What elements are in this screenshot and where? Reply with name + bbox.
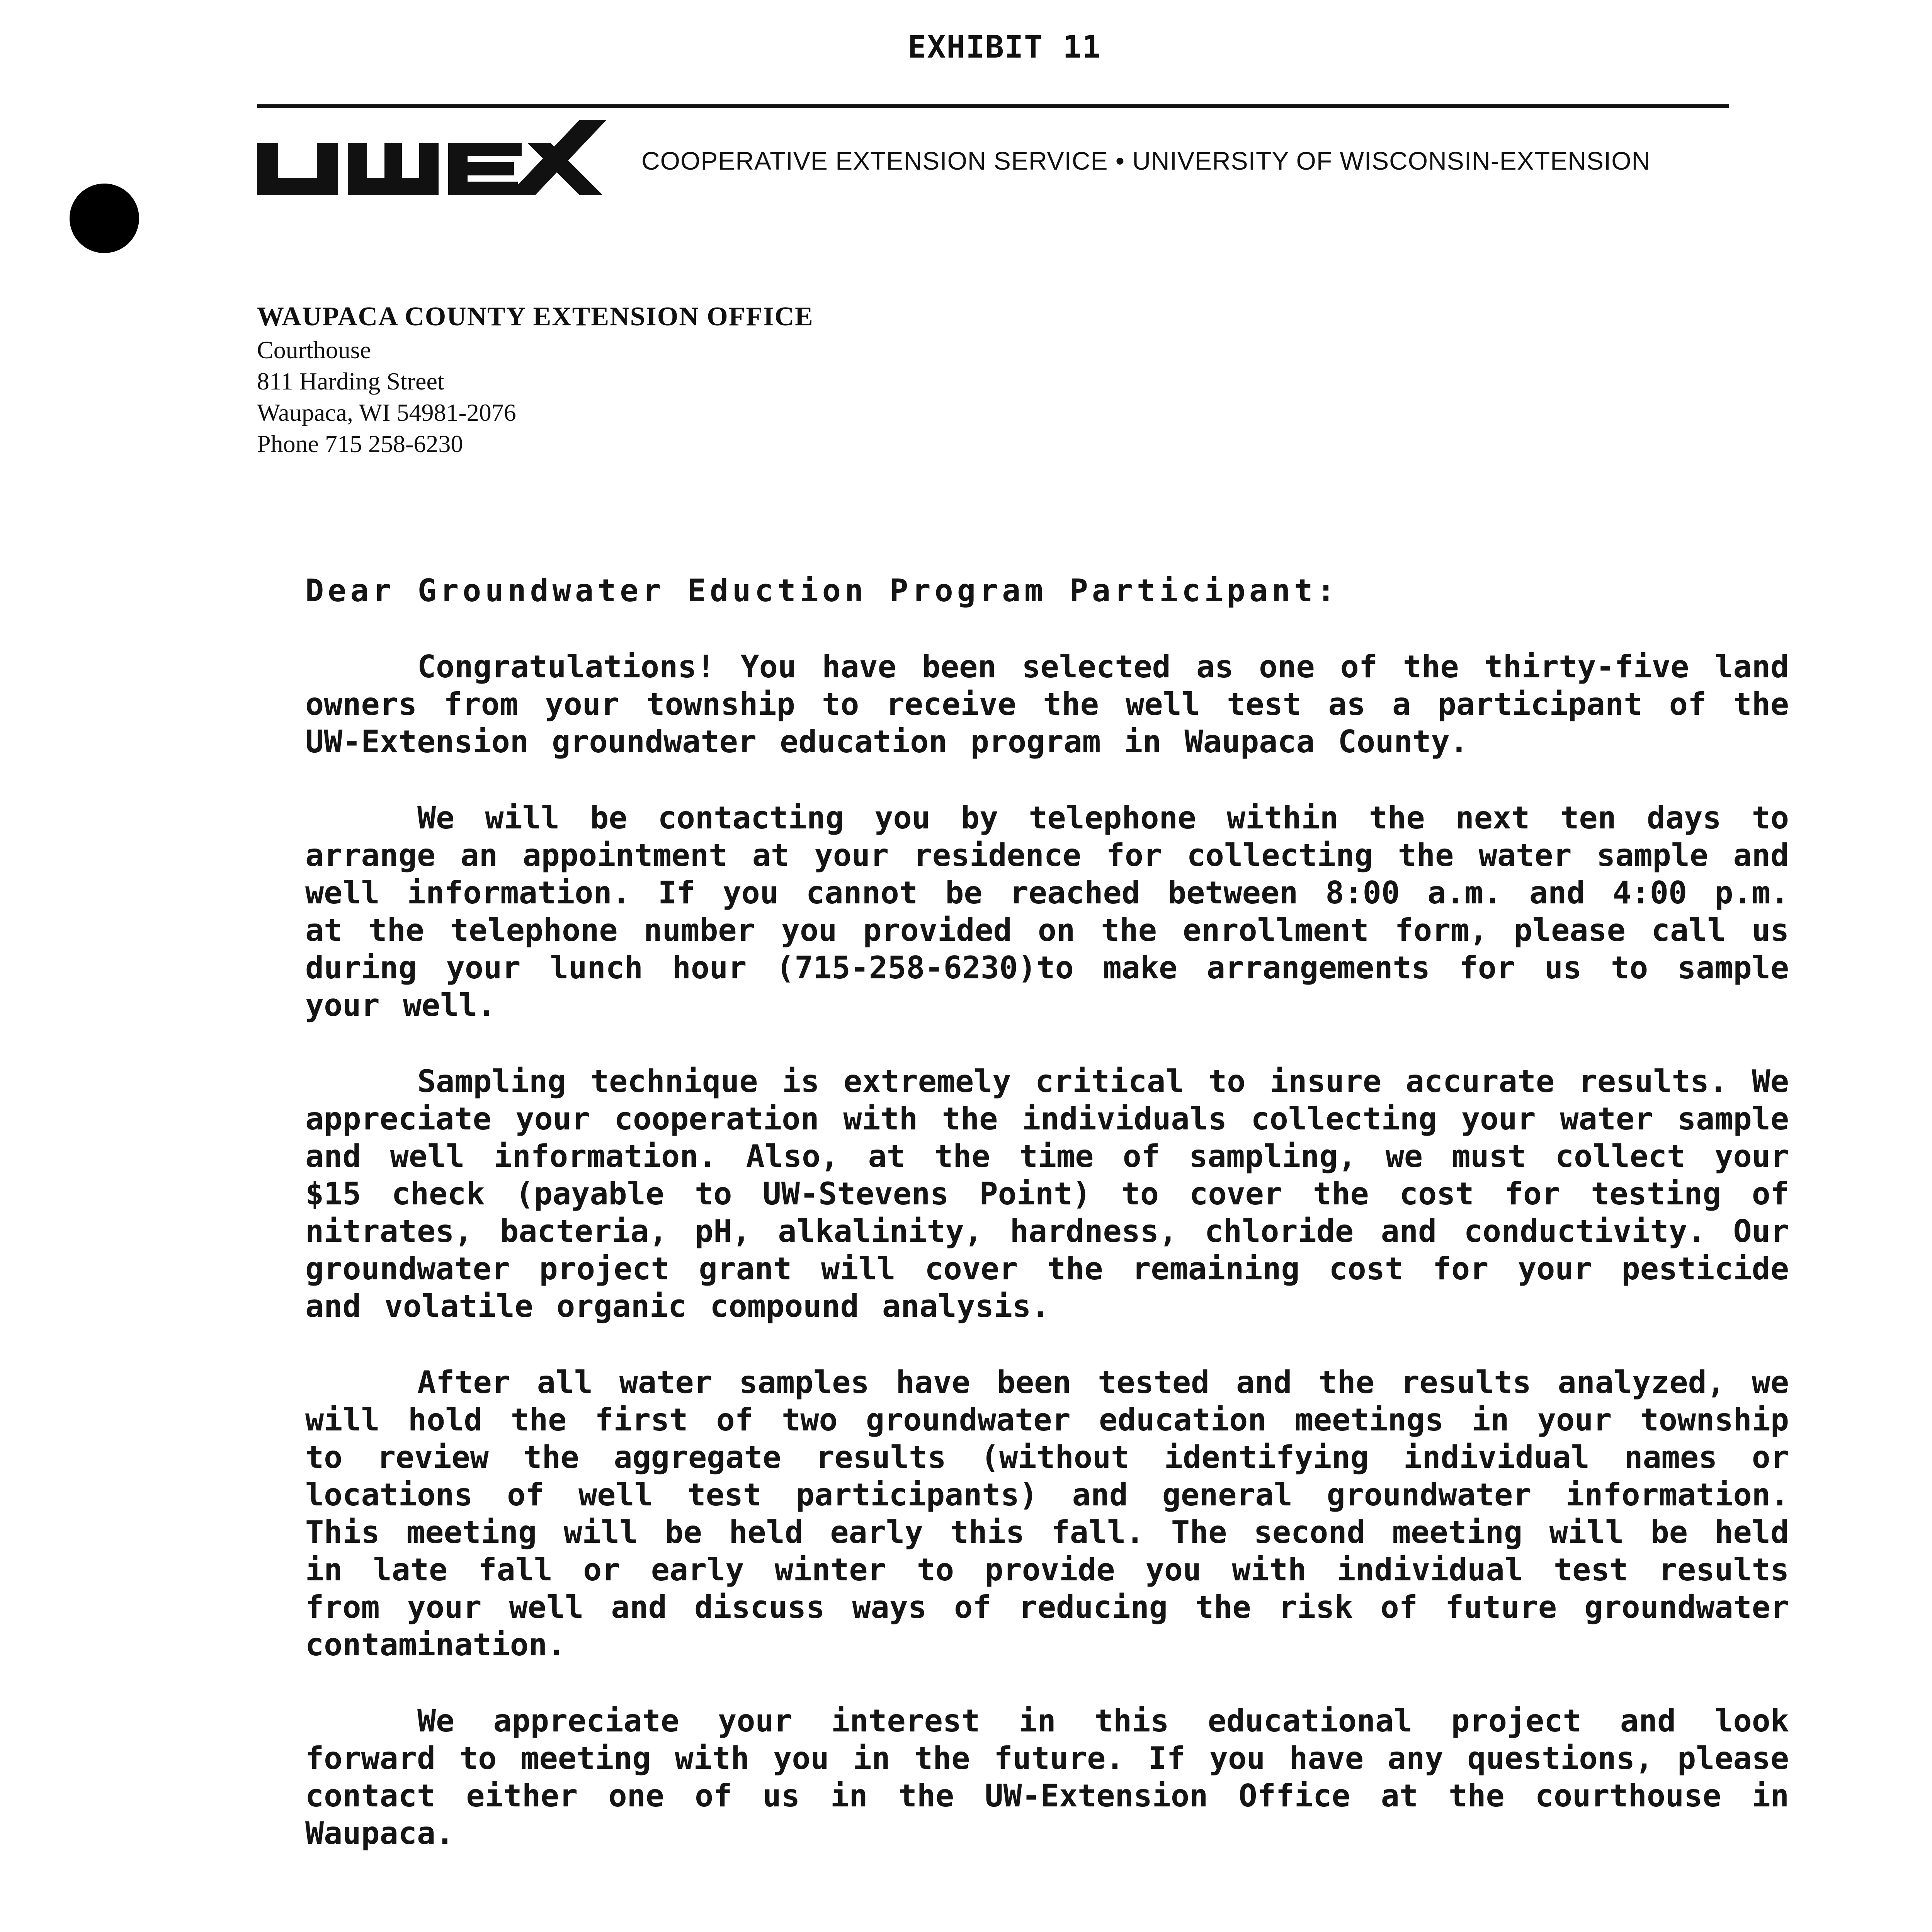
office-line: 811 Harding Street [257, 367, 444, 395]
office-name: WAUPACA COUNTY EXTENSION OFFICE [257, 302, 814, 332]
letter-paragraph: We appreciate your interest in this educational project and look forward to meeting with you in the future. If you have any questions, please contact either one of us in the UW-Extension Office at the courthouse in Waupaca. [305, 1703, 1789, 1851]
letter-body [305, 572, 1789, 1891]
uwex-logo [257, 116, 607, 201]
letter-paragraph: Congratulations! You have been selected as one of the thirty-five land owners from your township to receive the well test as a participant of the UW-Extension groundwater education program in Waupaca County. [305, 649, 1789, 760]
letter-paragraph: Sampling technique is extremely critical to insure accurate results. We appreciate your cooperation with the individuals collecting your water sample and well information. Also, at the time of sampling, we must collect your $15 check (payable to UW-Stevens Point) to cover the cost for testing of nitrates, bacteria, pH, alkalinity, hardness, chloride and conductivity. Our groundwater project grant will cover the remaining cost for your pesticide and volatile organic compound analysis. [305, 1063, 1789, 1324]
office-line: Courthouse [257, 336, 371, 364]
exhibit-label: EXHIBIT 11 [908, 29, 1102, 65]
office-line: Phone 715 258-6230 [257, 430, 463, 457]
office-line: Waupaca, WI 54981-2076 [257, 399, 516, 426]
letter-paragraph: We will be contacting you by telephone within the next ten days to arrange an appointment at your residence for collecting the water sample and well information. If you cannot be reached between 8:00 a.m. and 4:00 p.m. at the telephone number you provided on the enrollment form, please call us during your lunch hour (715-258-6230)to make arrangements for us to sample your well. [305, 800, 1789, 1023]
service-line: COOPERATIVE EXTENSION SERVICE • UNIVERSITY OF WISCONSIN-EXTENSION [641, 146, 1651, 175]
punch-hole [70, 184, 139, 253]
office-address [257, 299, 1030, 459]
letter-paragraph: After all water samples have been tested and the results analyzed, we will hold the first of two groundwater education meetings in your township to review the aggregate results (without identifying individual names or locations of well test participants) and general groundwater information. This meeting will be held early this fall. The second meeting will be held in late fall or early winter to provide you with individual test results from your well and discuss ways of reducing the risk of future groundwater contamination. [305, 1364, 1789, 1663]
salutation: Dear Groundwater Eduction Program Participant: [305, 573, 1339, 609]
header-rule [257, 104, 1729, 108]
